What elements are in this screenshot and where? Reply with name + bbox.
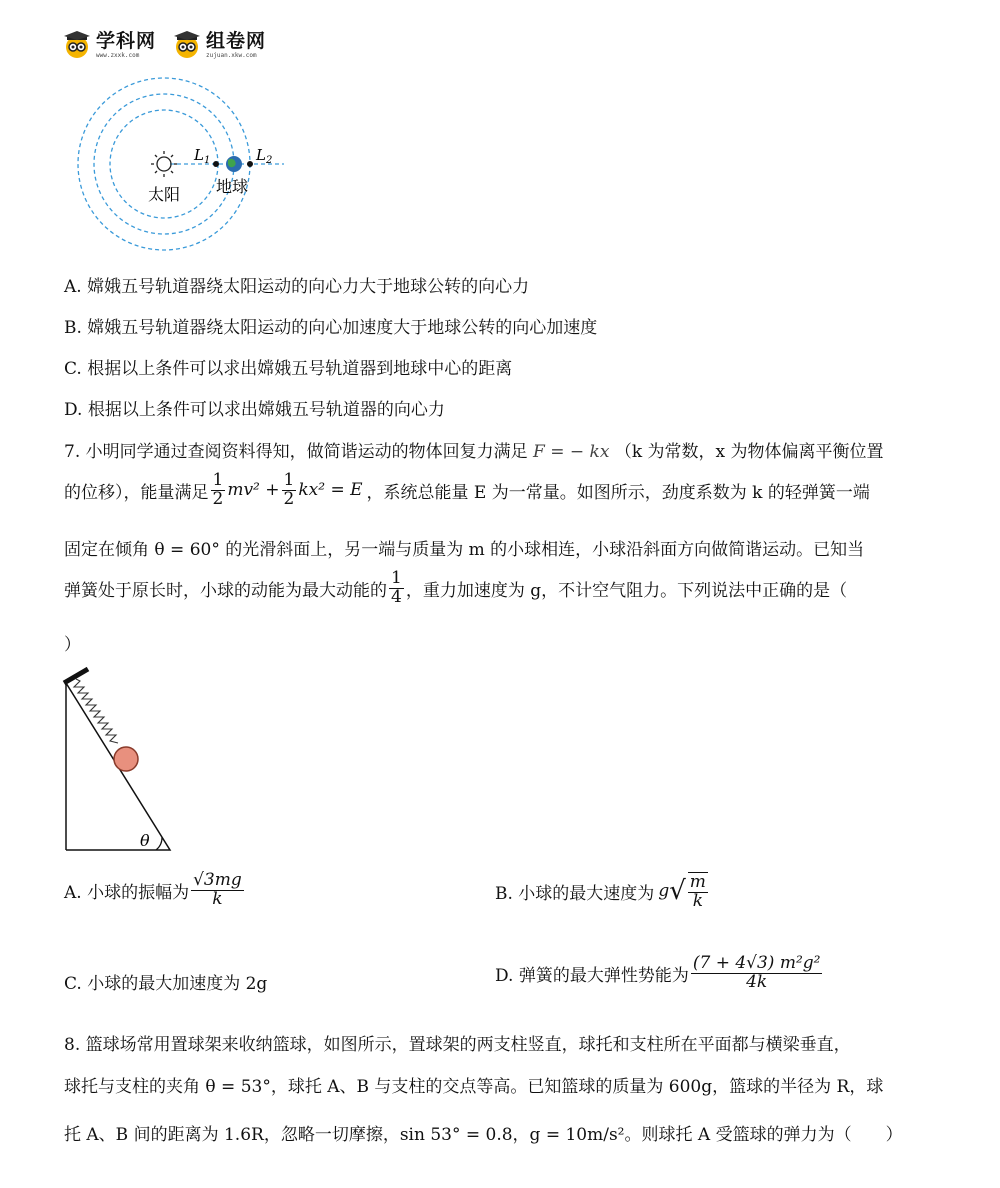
wall-mount	[64, 669, 88, 683]
frac-potential: $\frac{\text{(7 + 4√3) m²g²}}{4k}$	[692, 953, 821, 992]
earth-label: 地球	[216, 177, 249, 196]
ball	[114, 747, 138, 771]
q7-option-d[interactable]: D. 弹簧的最大弹性势能为 $\frac{\text{(7 + 4√3) m²g²}}{4k}$	[495, 953, 821, 992]
q8-line-2: 球托与支柱的夹角 θ = 53°，球托 A、B 与支柱的交点等高。已知篮球的质量为 600g，篮球的半径为 R，球	[64, 1077, 884, 1097]
q7-l2-text-b: ，系统总能量 E 为一常量。如图所示，劲度系数为 k 的轻弹簧一端	[366, 482, 870, 503]
frac-amplitude: $\frac{√3mg}{k}$	[193, 870, 242, 909]
q7-mv: mv² +	[227, 480, 280, 501]
l1-point	[213, 161, 219, 167]
sun-label: 太阳	[148, 185, 181, 204]
owl-mascot-icon	[172, 30, 202, 60]
q7-option-a[interactable]: A. 小球的振幅为 $\frac{√3mg}{k}$	[64, 870, 242, 909]
theta-label: θ	[140, 831, 150, 850]
logo-zxxk-name: 学科网	[96, 29, 157, 52]
q7-line-5: ）	[64, 635, 81, 655]
q7-line-4	[64, 570, 847, 607]
q6-option-d[interactable]: D. 根据以上条件可以求出嫦娥五号轨道器的向心力	[64, 400, 445, 420]
q8-line-1: 8. 篮球场常用置球架来收纳篮球，如图所示，置球架的两支柱竖直，球托和支柱所在平面都与横梁垂直，	[64, 1035, 851, 1055]
q7-l1-text-b: （k 为常数，x 为物体偏离平衡位置	[614, 442, 884, 462]
frac-velocity: $\frac{m}{k}$	[689, 872, 706, 911]
logo-zujuan[interactable]	[172, 30, 266, 60]
q7-l4-text-b: ，重力加速度为 g，不计空气阻力。下列说法中正确的是（	[405, 580, 848, 601]
outer-orbit	[78, 78, 250, 250]
logo-zxxk[interactable]	[62, 30, 156, 60]
q7-kx: kx² = E	[298, 480, 363, 501]
angle-arc	[156, 837, 162, 850]
q8-line-3: 托 A、B 间的距离为 1.6R，忽略一切摩擦，sin 53° = 0.8，g = 10m/s²。则球托 A 受篮球的弹力为（ ）	[64, 1125, 903, 1145]
owl-mascot-icon	[62, 30, 92, 60]
q7-line-2	[64, 472, 870, 509]
frac-half-2: $\frac{1}{2}$	[283, 470, 295, 509]
q6-option-c[interactable]: C. 根据以上条件可以求出嫦娥五号轨道器到地球中心的距离	[64, 359, 513, 379]
l2-point	[247, 161, 253, 167]
q6-option-a[interactable]: A. 嫦娥五号轨道器绕太阳运动的向心力大于地球公转的向心力	[64, 277, 530, 297]
logo-zujuan-url: zujuan.xkw.com	[206, 51, 257, 59]
q7-formula-f: F = − kx	[533, 442, 610, 462]
q6-option-b[interactable]: B. 嫦娥五号轨道器绕太阳运动的向心加速度大于地球公转的向心加速度	[64, 318, 598, 338]
q7-l1-text: 7. 小明同学通过查阅资料得知，做简谐运动的物体回复力满足	[64, 442, 528, 462]
frac-half-1: $\frac{1}{2}$	[212, 470, 224, 509]
q7-option-b[interactable]: B. 小球的最大速度为 g √ $\frac{m}{k}$	[495, 872, 706, 911]
q7-option-c[interactable]: C. 小球的最大加速度为 2g	[64, 974, 268, 994]
logo-zxxk-url: www.zxxk.com	[96, 51, 140, 59]
q7-line-3: 固定在倾角 θ = 60° 的光滑斜面上，另一端与质量为 m 的小球相连，小球沿斜面方向做简谐运动。已知当	[64, 540, 865, 560]
q7-l2-text: 的位移），能量满足	[64, 482, 209, 503]
q7-l4-text: 弹簧处于原长时，小球的动能为最大动能的	[64, 580, 387, 601]
logo-zujuan-name: 组卷网	[206, 29, 267, 52]
l2-label: $L_2$	[256, 146, 273, 166]
orbit-diagram	[70, 76, 300, 266]
q7-line-1	[64, 437, 884, 462]
spring	[74, 679, 118, 743]
header-logos	[62, 30, 266, 60]
l1-label: $L_1$	[194, 146, 211, 166]
sqrt-icon: √	[669, 876, 686, 907]
incline-diagram	[60, 665, 180, 855]
frac-quarter: $\frac{1}{4}$	[391, 568, 402, 607]
